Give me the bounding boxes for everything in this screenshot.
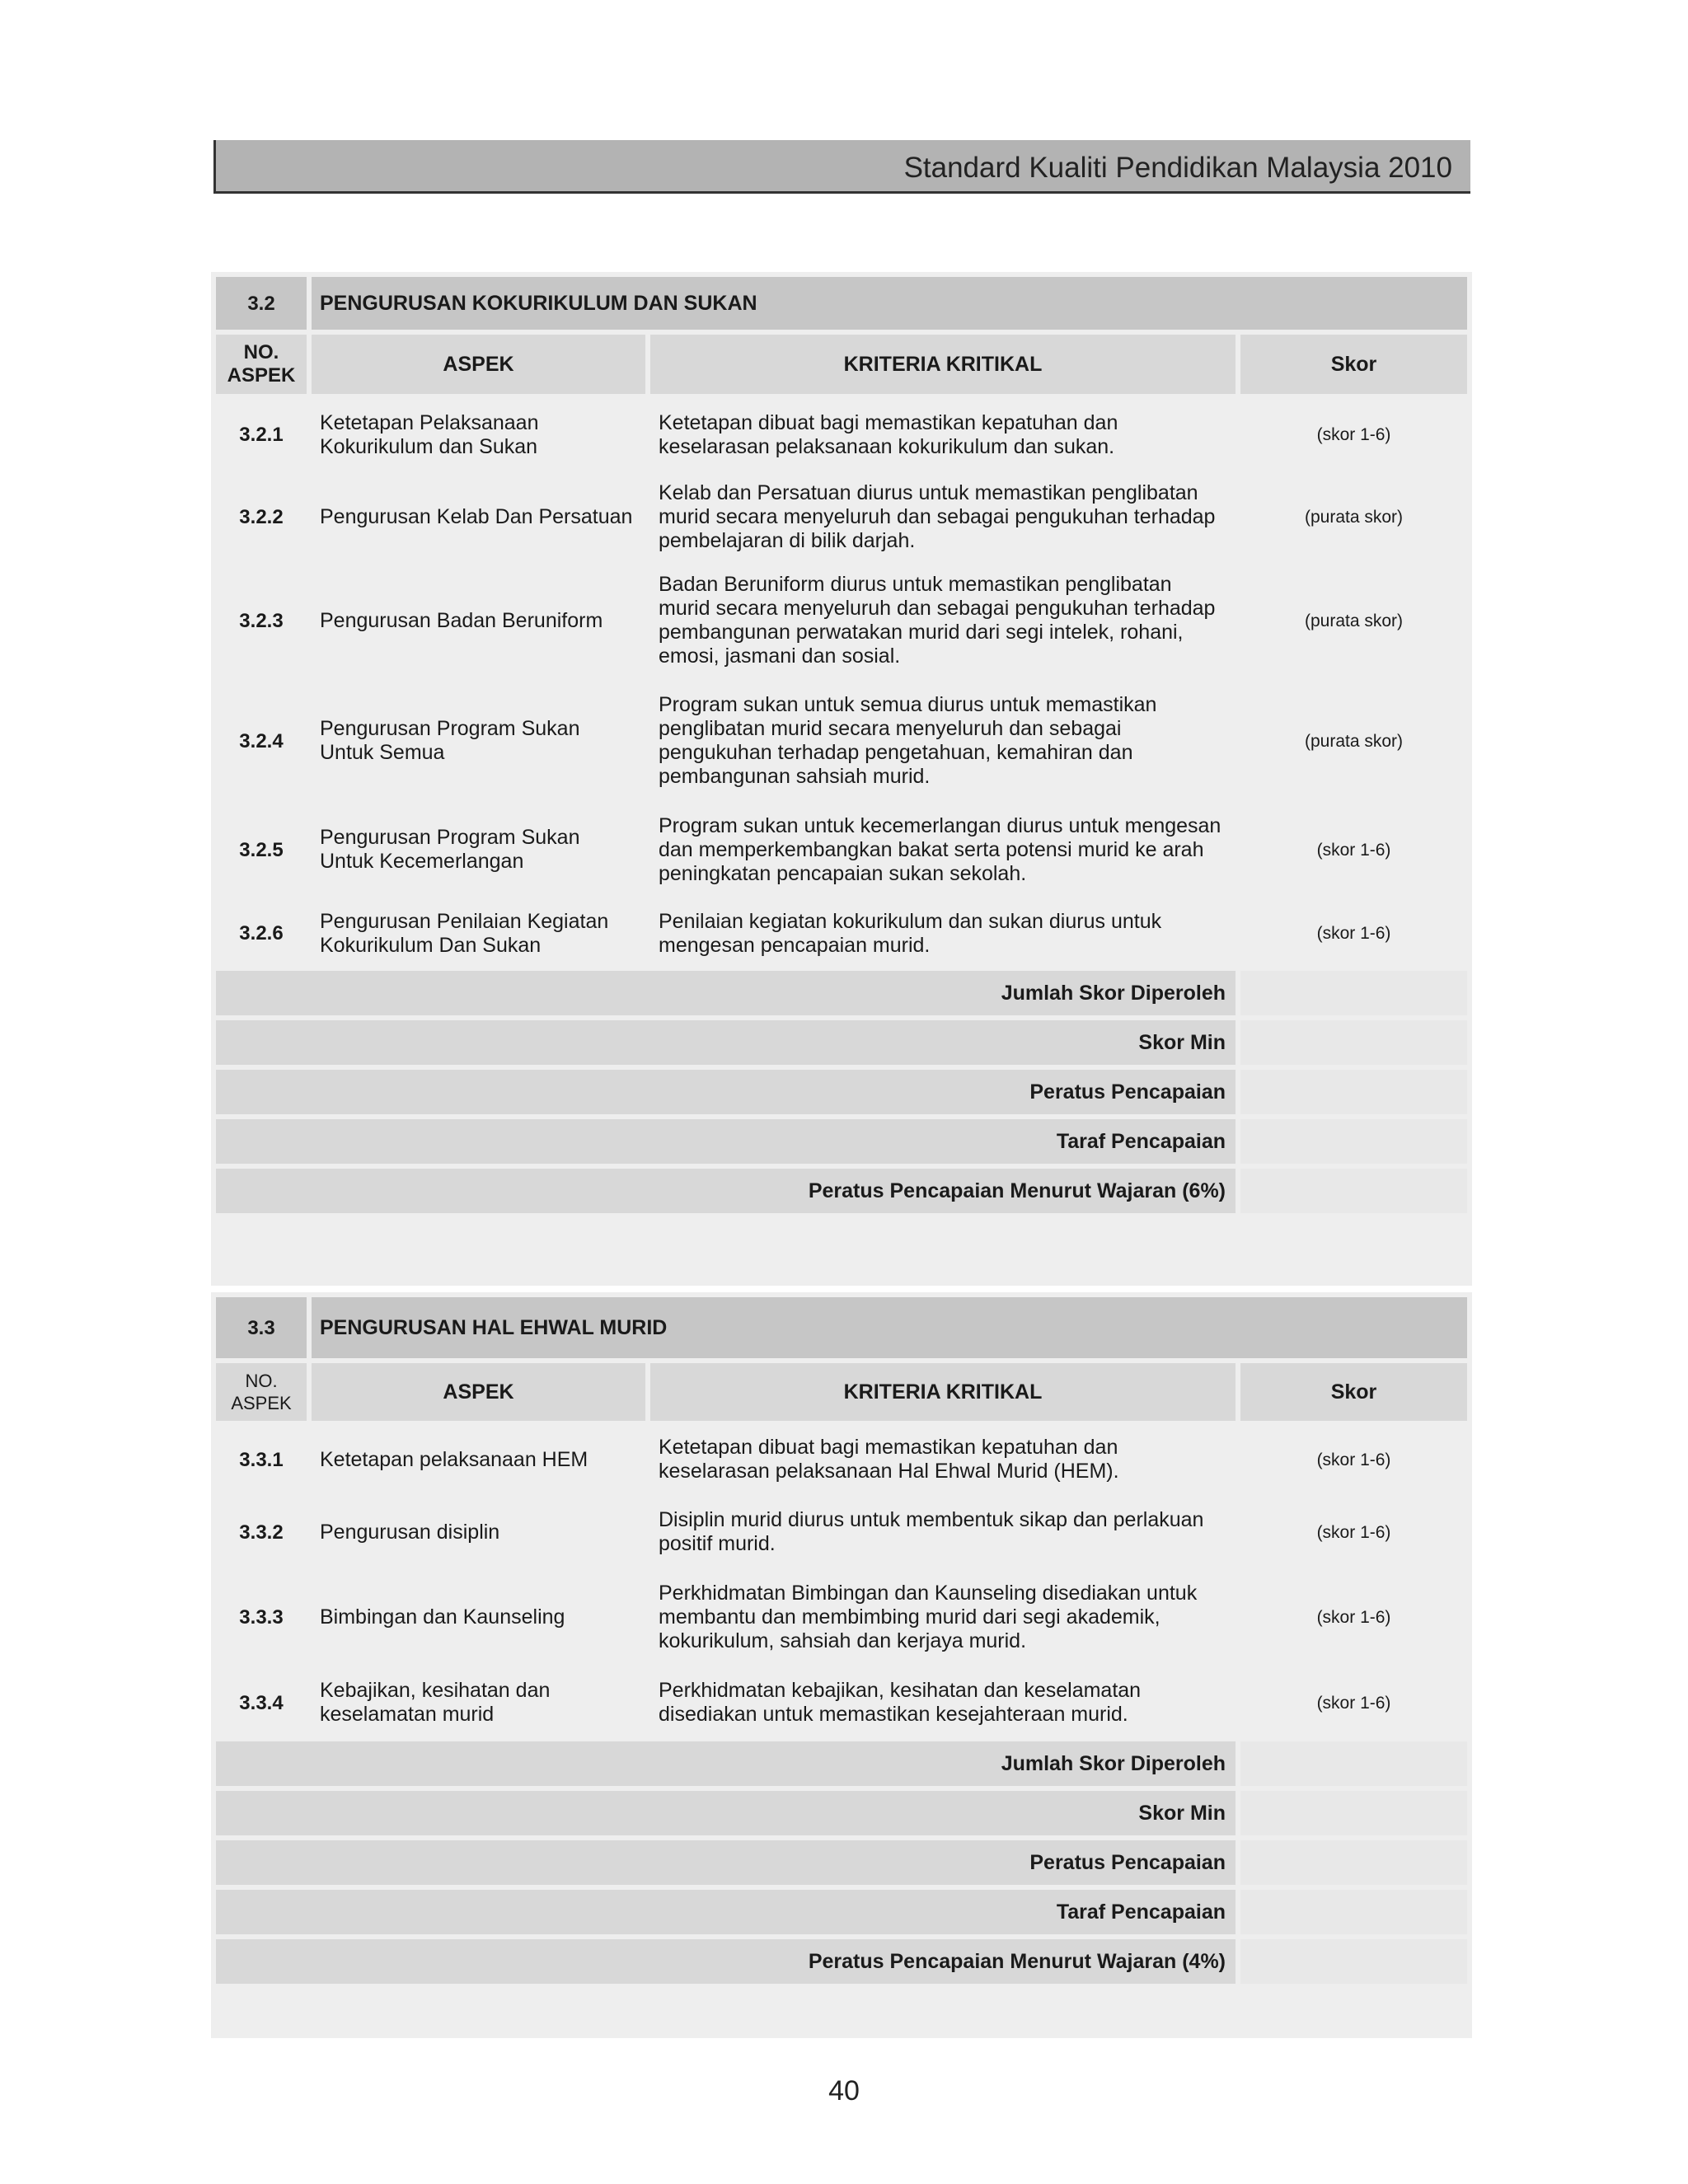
- table-row: [216, 1571, 1467, 1664]
- row-kriteria: Perkhidmatan kebajikan, kesihatan dan keselamatan disediakan untuk memastikan kesejahteraan murid.: [650, 1669, 1236, 1736]
- summary-label: Skor Min: [216, 1791, 1236, 1835]
- criteria-table: [211, 1292, 1472, 1989]
- row-aspek: Pengurusan Kelab Dan Persatuan: [312, 476, 645, 558]
- summary-value: [1240, 1939, 1467, 1984]
- criteria-table: [211, 272, 1472, 1218]
- summary-value: [1240, 1119, 1467, 1164]
- section-title-row: [216, 1297, 1467, 1358]
- row-kriteria: Badan Beruniform diurus untuk memastikan penglibatan murid secara menyeluruh dan sebagai pengukuhan terhadap pembangunan perwatakan murid dari segi intelek, rohani, emosi, jasmani dan sosial.: [650, 563, 1236, 678]
- row-aspek: Pengurusan Program Sukan Untuk Semua: [312, 683, 645, 799]
- row-skor: (skor 1-6): [1240, 1571, 1467, 1664]
- table-row: [216, 1426, 1467, 1493]
- section-title-row: [216, 277, 1467, 330]
- row-aspek: Pengurusan Penilaian Kegiatan Kokurikulum Dan Sukan: [312, 901, 645, 966]
- summary-row: [216, 971, 1467, 1015]
- summary-label: Taraf Pencapaian: [216, 1119, 1236, 1164]
- table-row: [216, 563, 1467, 678]
- row-kriteria: Ketetapan dibuat bagi memastikan kepatuhan dan keselarasan pelaksanaan kokurikulum dan sukan.: [650, 399, 1236, 471]
- summary-value: [1240, 1020, 1467, 1065]
- row-kriteria: Ketetapan dibuat bagi memastikan kepatuhan dan keselarasan pelaksanaan Hal Ehwal Murid (HEM).: [650, 1426, 1236, 1493]
- row-aspek: Pengurusan Program Sukan Untuk Kecemerlangan: [312, 804, 645, 896]
- row-number: 3.3.4: [216, 1669, 307, 1736]
- table-row: [216, 804, 1467, 896]
- row-skor: (purata skor): [1240, 683, 1467, 799]
- row-aspek: Ketetapan Pelaksanaan Kokurikulum dan Sukan: [312, 399, 645, 471]
- row-number: 3.2.2: [216, 476, 307, 558]
- section-title: PENGURUSAN HAL EHWAL MURID: [312, 1297, 1467, 1358]
- summary-label: Peratus Pencapaian: [216, 1070, 1236, 1114]
- summary-row: [216, 1939, 1467, 1984]
- summary-value: [1240, 1890, 1467, 1934]
- summary-row: [216, 1169, 1467, 1213]
- row-kriteria: Program sukan untuk semua diurus untuk memastikan penglibatan murid secara menyeluruh dan sebagai pengukuhan terhadap pengetahuan, kemahiran dan pembangunan sahsiah murid.: [650, 683, 1236, 799]
- summary-value: [1240, 1840, 1467, 1885]
- row-skor: (skor 1-6): [1240, 901, 1467, 966]
- table-row: [216, 476, 1467, 558]
- row-number: 3.2.1: [216, 399, 307, 471]
- col-kriteria: KRITERIA KRITIKAL: [650, 1363, 1236, 1421]
- row-skor: (skor 1-6): [1240, 804, 1467, 896]
- row-kriteria: Program sukan untuk kecemerlangan diurus untuk mengesan dan memperkembangkan bakat serta potensi murid ke arah peningkatan pencapaian sukan sekolah.: [650, 804, 1236, 896]
- summary-row: [216, 1741, 1467, 1786]
- row-skor: (skor 1-6): [1240, 399, 1467, 471]
- summary-label: Peratus Pencapaian Menurut Wajaran (6%): [216, 1169, 1236, 1213]
- summary-label: Taraf Pencapaian: [216, 1890, 1236, 1934]
- row-number: 3.3.2: [216, 1498, 307, 1566]
- summary-row: [216, 1890, 1467, 1934]
- summary-value: [1240, 1169, 1467, 1213]
- row-number: 3.3.3: [216, 1571, 307, 1664]
- row-number: 3.2.5: [216, 804, 307, 896]
- column-header-row: [216, 335, 1467, 394]
- row-number: 3.3.1: [216, 1426, 307, 1493]
- col-no-aspek: NO. ASPEK: [216, 335, 307, 394]
- summary-label: Jumlah Skor Diperoleh: [216, 1741, 1236, 1786]
- summary-row: [216, 1119, 1467, 1164]
- row-aspek: Kebajikan, kesihatan dan keselamatan murid: [312, 1669, 645, 1736]
- row-kriteria: Perkhidmatan Bimbingan dan Kaunseling disediakan untuk membantu dan membimbing murid dari segi akademik, kokurikulum, sahsiah dan kerjaya murid.: [650, 1571, 1236, 1664]
- summary-label: Peratus Pencapaian: [216, 1840, 1236, 1885]
- summary-row: [216, 1791, 1467, 1835]
- row-aspek: Pengurusan disiplin: [312, 1498, 645, 1566]
- col-aspek: ASPEK: [312, 1363, 645, 1421]
- section-number: 3.2: [216, 277, 307, 330]
- col-skor: Skor: [1240, 1363, 1467, 1421]
- row-aspek: Pengurusan Badan Beruniform: [312, 563, 645, 678]
- row-aspek: Bimbingan dan Kaunseling: [312, 1571, 645, 1664]
- section-3-3: [211, 1292, 1472, 2038]
- summary-row: [216, 1020, 1467, 1065]
- column-header-row: [216, 1363, 1467, 1421]
- col-skor: Skor: [1240, 335, 1467, 394]
- table-row: [216, 901, 1467, 966]
- row-kriteria: Penilaian kegiatan kokurikulum dan sukan diurus untuk mengesan pencapaian murid.: [650, 901, 1236, 966]
- col-no-aspek: NO. ASPEK: [216, 1363, 307, 1421]
- header-title: Standard Kualiti Pendidikan Malaysia 2010: [903, 152, 1452, 184]
- row-skor: (skor 1-6): [1240, 1669, 1467, 1736]
- row-kriteria: Disiplin murid diurus untuk membentuk sikap dan perlakuan positif murid.: [650, 1498, 1236, 1566]
- section-3-2: [211, 272, 1472, 1286]
- table-row: [216, 1498, 1467, 1566]
- summary-row: [216, 1070, 1467, 1114]
- row-number: 3.2.3: [216, 563, 307, 678]
- summary-label: Skor Min: [216, 1020, 1236, 1065]
- row-number: 3.2.4: [216, 683, 307, 799]
- summary-value: [1240, 1741, 1467, 1786]
- summary-row: [216, 1840, 1467, 1885]
- row-aspek: Ketetapan pelaksanaan HEM: [312, 1426, 645, 1493]
- summary-label: Jumlah Skor Diperoleh: [216, 971, 1236, 1015]
- row-kriteria: Kelab dan Persatuan diurus untuk memastikan penglibatan murid secara menyeluruh dan sebagai pengukuhan terhadap pembelajaran di bilik darjah.: [650, 476, 1236, 558]
- summary-value: [1240, 1070, 1467, 1114]
- row-skor: (purata skor): [1240, 476, 1467, 558]
- table-row: [216, 683, 1467, 799]
- summary-value: [1240, 971, 1467, 1015]
- row-skor: (skor 1-6): [1240, 1498, 1467, 1566]
- col-kriteria: KRITERIA KRITIKAL: [650, 335, 1236, 394]
- table-row: [216, 1669, 1467, 1736]
- section-number: 3.3: [216, 1297, 307, 1358]
- page-number: 40: [828, 2075, 860, 2107]
- row-skor: (purata skor): [1240, 563, 1467, 678]
- table-row: [216, 399, 1467, 471]
- section-title: PENGURUSAN KOKURIKULUM DAN SUKAN: [312, 277, 1467, 330]
- summary-value: [1240, 1791, 1467, 1835]
- row-number: 3.2.6: [216, 901, 307, 966]
- summary-label: Peratus Pencapaian Menurut Wajaran (4%): [216, 1939, 1236, 1984]
- page-header-bar: [213, 140, 1470, 194]
- col-aspek: ASPEK: [312, 335, 645, 394]
- row-skor: (skor 1-6): [1240, 1426, 1467, 1493]
